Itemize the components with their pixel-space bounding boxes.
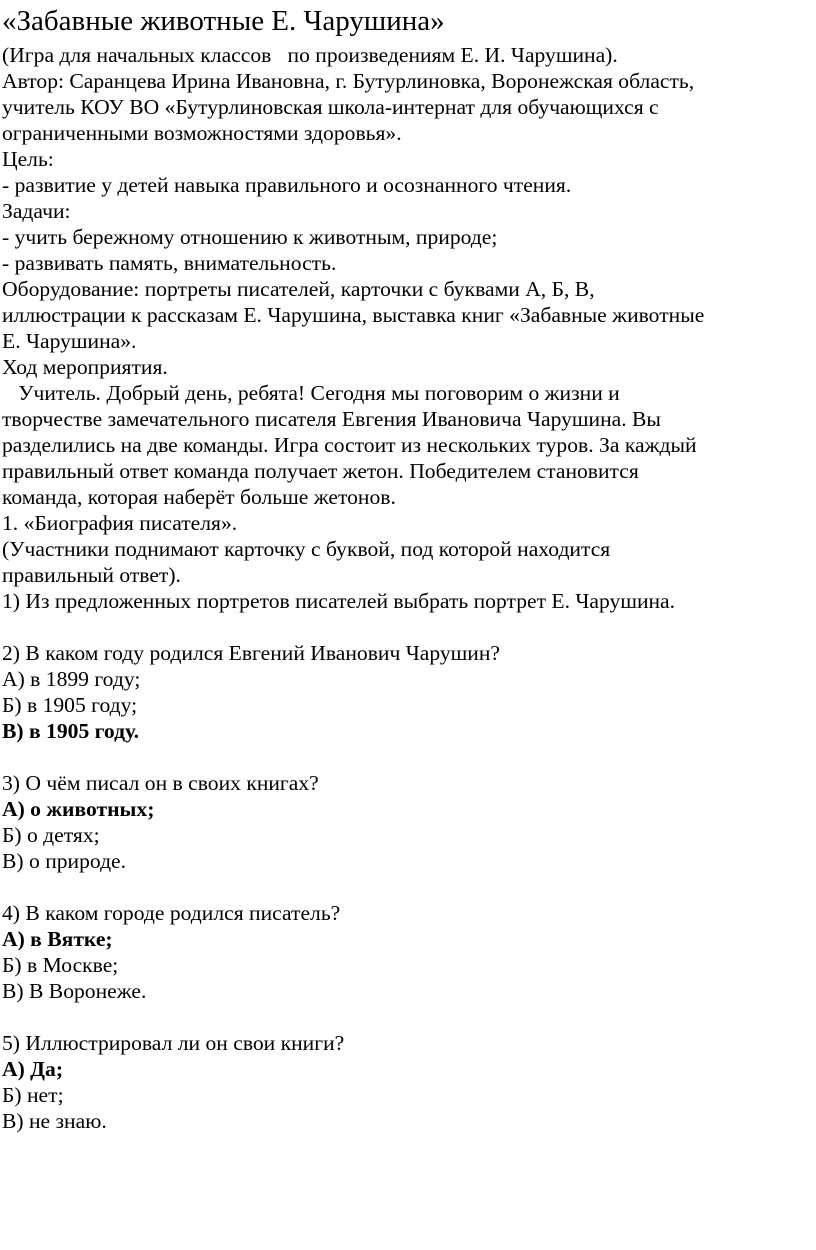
text-line: Ход мероприятия. (2, 355, 168, 379)
text-line: А) в 1899 году; (2, 667, 141, 691)
text-line: ограниченными возможностями здоровья». (2, 121, 402, 145)
text-line: Оборудование: портреты писателей, карточки с буквами А, Б, В, (2, 277, 595, 301)
text-line: В) В Воронеже. (2, 979, 147, 1003)
text-line: Задачи: (2, 199, 71, 223)
blank-line (2, 874, 816, 900)
text-line: 2) В каком году родился Евгений Иванович Чарушин? (2, 641, 500, 665)
correct-answer-line: А) в Вятке; (2, 927, 113, 951)
document-body (2, 42, 816, 1134)
text-line: Б) в Москве; (2, 953, 119, 977)
text-line: (Участники поднимают карточку с буквой, под которой находится (2, 537, 611, 561)
text-line: (Игра для начальных классов по произведениям Е. И. Чарушина). (2, 43, 618, 67)
text-line: правильный ответ команда получает жетон. Победителем становится (2, 459, 639, 483)
text-line: - учить бережному отношению к животным, природе; (2, 225, 498, 249)
text-line: учитель КОУ ВО «Бутурлиновская школа-интернат для обучающихся с (2, 95, 659, 119)
text-line: Учитель. Добрый день, ребята! Сегодня мы поговорим о жизни и (2, 381, 620, 405)
text-line: 1) Из предложенных портретов писателей выбрать портрет Е. Чарушина. (2, 589, 676, 613)
text-line: команда, которая наберёт больше жетонов. (2, 485, 396, 509)
text-line: - развитие у детей навыка правильного и осознанного чтения. (2, 173, 572, 197)
text-line: В) о природе. (2, 849, 127, 873)
text-line: 4) В каком городе родился писатель? (2, 901, 341, 925)
text-line: Б) в 1905 году; (2, 693, 138, 717)
blank-line (2, 1004, 816, 1030)
text-line: Автор: Саранцева Ирина Ивановна, г. Бутурлиновка, Воронежская область, (2, 69, 695, 93)
text-line: 5) Иллюстрировал ли он свои книги? (2, 1031, 345, 1055)
text-line: 1. «Биография писателя». (2, 511, 238, 535)
correct-answer-line: В) в 1905 году. (2, 719, 140, 743)
text-line: - развивать память, внимательность. (2, 251, 337, 275)
blank-line (2, 614, 816, 640)
text-line: Е. Чарушина». (2, 329, 137, 353)
document-title: «Забавные животные Е. Чарушина» (2, 5, 445, 37)
text-line: Б) нет; (2, 1083, 64, 1107)
text-line: В) не знаю. (2, 1109, 107, 1133)
blank-line (2, 744, 816, 770)
text-line: Цель: (2, 147, 54, 171)
text-line: 3) О чём писал он в своих книгах? (2, 771, 319, 795)
text-line: творчестве замечательного писателя Евгения Ивановича Чарушина. Вы (2, 407, 661, 431)
correct-answer-line: А) о животных; (2, 797, 155, 821)
text-line: иллюстрации к рассказам Е. Чарушина, выставка книг «Забавные животные (2, 303, 705, 327)
correct-answer-line: А) Да; (2, 1057, 64, 1081)
text-line: Б) о детях; (2, 823, 100, 847)
text-line: правильный ответ). (2, 563, 181, 587)
text-line: разделились на две команды. Игра состоит из нескольких туров. За каждый (2, 433, 697, 457)
